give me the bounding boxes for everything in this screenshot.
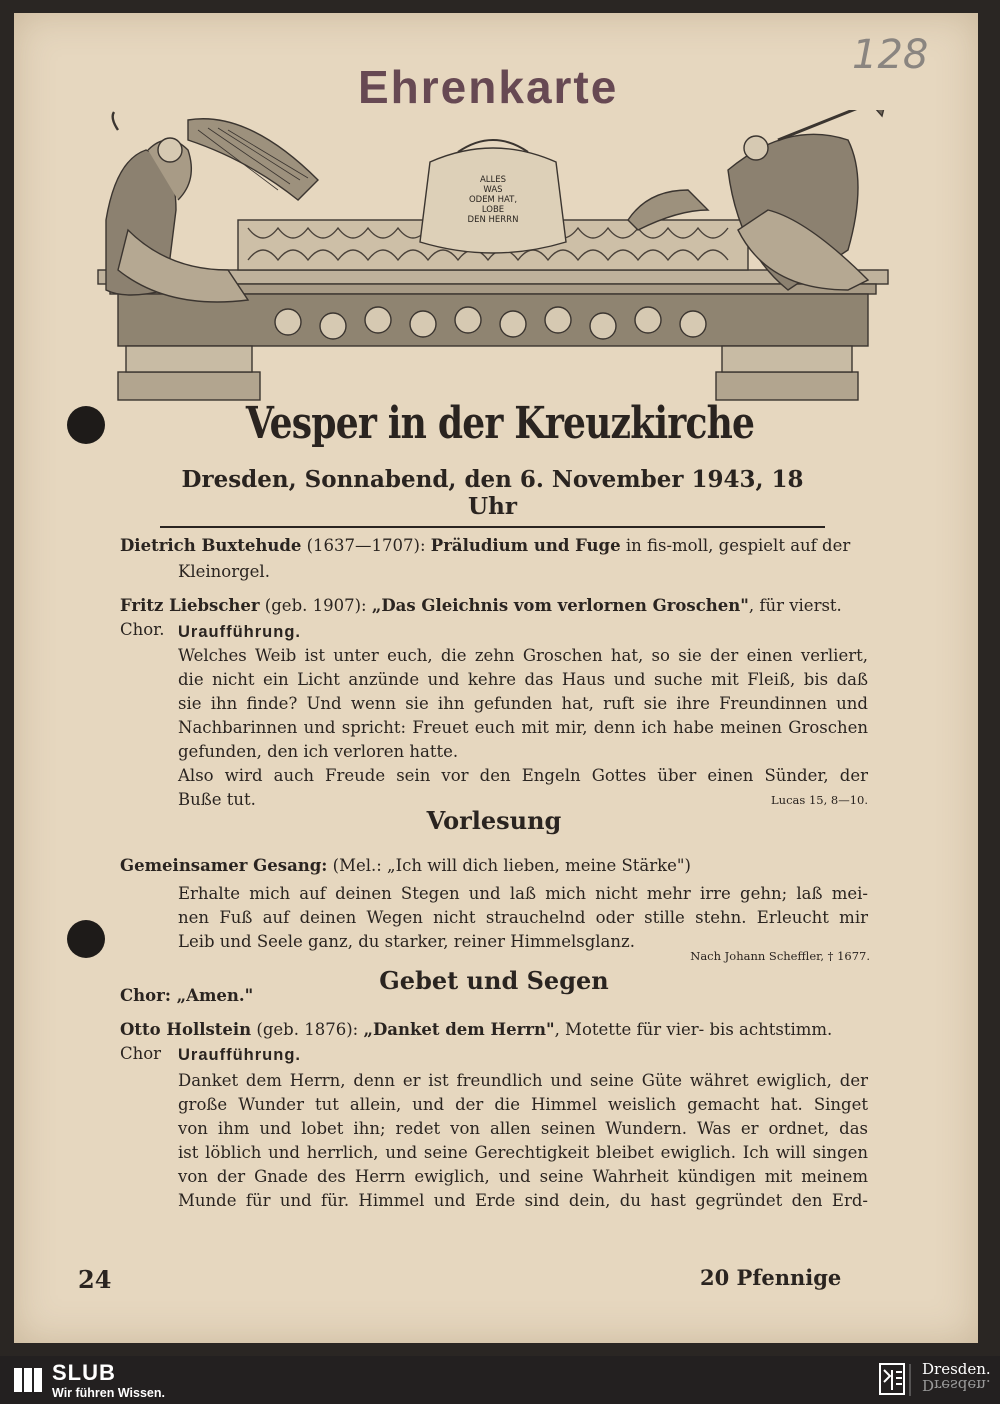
dresden-name-reflection: Dresden. (922, 1376, 991, 1394)
dresden-name: Dresden. (922, 1360, 991, 1378)
work-detail: in fis-moll, gespielt auf der (620, 536, 851, 555)
premiere-label: Uraufführung. (178, 623, 301, 641)
text-line: von der Gnade des Herrn ewiglich, und seine Wahrheit kündigen mit meinem (178, 1167, 868, 1186)
scripture-source: Lucas 15, 8—10. (771, 793, 868, 807)
punch-hole (67, 920, 105, 958)
work-title: Präludium und Fuge (430, 536, 621, 555)
text-line: die nicht ein Licht anzünde und kehre das Haus und suche mit Fleiß, bis daß (178, 670, 868, 689)
text-line: sie ihn finde? Und wenn sie ihn gefunden hat, ruft sie ihre Freundinnen und (178, 694, 868, 713)
item-label: Gemeinsamer Gesang: (120, 856, 328, 875)
text-line: Buße tut. (178, 790, 256, 809)
slub-logo-icon (12, 1364, 44, 1396)
text-line: große Wunder tut allein, und der die Himmel weislich gemacht hat. Singet (178, 1095, 868, 1114)
work-detail-continued: Kleinorgel. (178, 562, 270, 581)
text-line: ist löblich und herrlich, und seine Gerechtigkeit bleibet ewiglich. Ich will singen (178, 1143, 868, 1162)
composer-name: Fritz Liebscher (120, 596, 260, 615)
section-heading-vorlesung: Vorlesung (426, 806, 562, 835)
composer-dates: (geb. 1907): (259, 596, 372, 615)
premiere-label: Uraufführung. (178, 1046, 301, 1064)
text-line: gefunden, den ich verloren hatte. (178, 742, 459, 761)
text-line: Munde für und für. Himmel und Erde sind dein, du hast gegründet den Erd- (178, 1191, 868, 1210)
work-detail: , Motette für vier- bis achtstimm. Chor (120, 1020, 833, 1063)
section-heading-gebet: Gebet und Segen (379, 966, 609, 995)
melody-note: (Mel.: „Ich will dich lieben, meine Stärke") (327, 856, 691, 875)
text-line: Danket dem Herrn, denn er ist freundlich und seine Güte währet ewiglich, der (178, 1071, 868, 1090)
ehrenkarte-stamp: Ehrenkarte (358, 61, 619, 113)
pencil-number: 128 (852, 32, 929, 78)
svg-text:LOBE: LOBE (481, 205, 505, 215)
slub-tagline: Wir führen Wissen. (52, 1386, 165, 1400)
svg-text:DEN HERRN: DEN HERRN (467, 215, 519, 225)
program-item-buxtehude (120, 534, 870, 558)
price: 20 Pfennige (700, 1265, 842, 1290)
text-line: Erhalte mich auf deinen Stegen und laß mich nicht mehr irre gehn; laß mei- (178, 884, 868, 903)
composer-dates: (1637—1707): (301, 536, 431, 555)
text-line: Welches Weib ist unter euch, die zehn Groschen hat, so sie der einen verliert, (178, 646, 868, 665)
slub-name: SLUB (52, 1360, 116, 1385)
text-line: von ihm und lobet ihn; redet von allen seinen Wundern. Was er ordnet, das (178, 1119, 868, 1138)
composer-name: Dietrich Buxtehude (120, 536, 302, 555)
program-item-gesang (120, 854, 870, 878)
work-detail: , für vierst. Chor. (120, 596, 842, 639)
viewer-footer (0, 1356, 1000, 1404)
svg-text:ODEM HAT,: ODEM HAT, (468, 195, 518, 205)
work-title: „Das Gleichnis vom verlornen Groschen" (371, 596, 749, 615)
work-title: „Danket dem Herrn" (363, 1020, 555, 1039)
text-line: nen Fuß auf deinen Wegen nicht strauchelnd oder stille stehn. Erleucht mir (178, 908, 868, 927)
svg-text:ALLES: ALLES (479, 175, 507, 185)
hymn-source: Nach Johann Scheffler, † 1677. (690, 949, 870, 963)
text-line: Leib und Seele ganz, du starker, reiner Himmelsglanz. (178, 932, 635, 951)
dresden-crest-icon (878, 1362, 914, 1398)
page-subtitle: Dresden, Sonnabend, den 6. November 1943, 18 Uhr (160, 466, 825, 528)
composer-dates: (geb. 1876): (251, 1020, 364, 1039)
composer-name: Otto Hollstein (120, 1020, 252, 1039)
text-line: Nachbarinnen und spricht: Freuet euch mit mir, denn ich habe meinen Groschen (178, 718, 868, 737)
text-line: Also wird auch Freude sein vor den Engeln Gottes über einen Sünder, der (178, 766, 868, 785)
page-title: Vesper in der Kreuzkirche (245, 398, 755, 449)
page-number: 24 (78, 1265, 112, 1294)
organ-gallery-engraving (88, 110, 898, 402)
svg-text:WAS: WAS (483, 185, 503, 195)
chor-amen: Chor: „Amen." (120, 986, 254, 1005)
